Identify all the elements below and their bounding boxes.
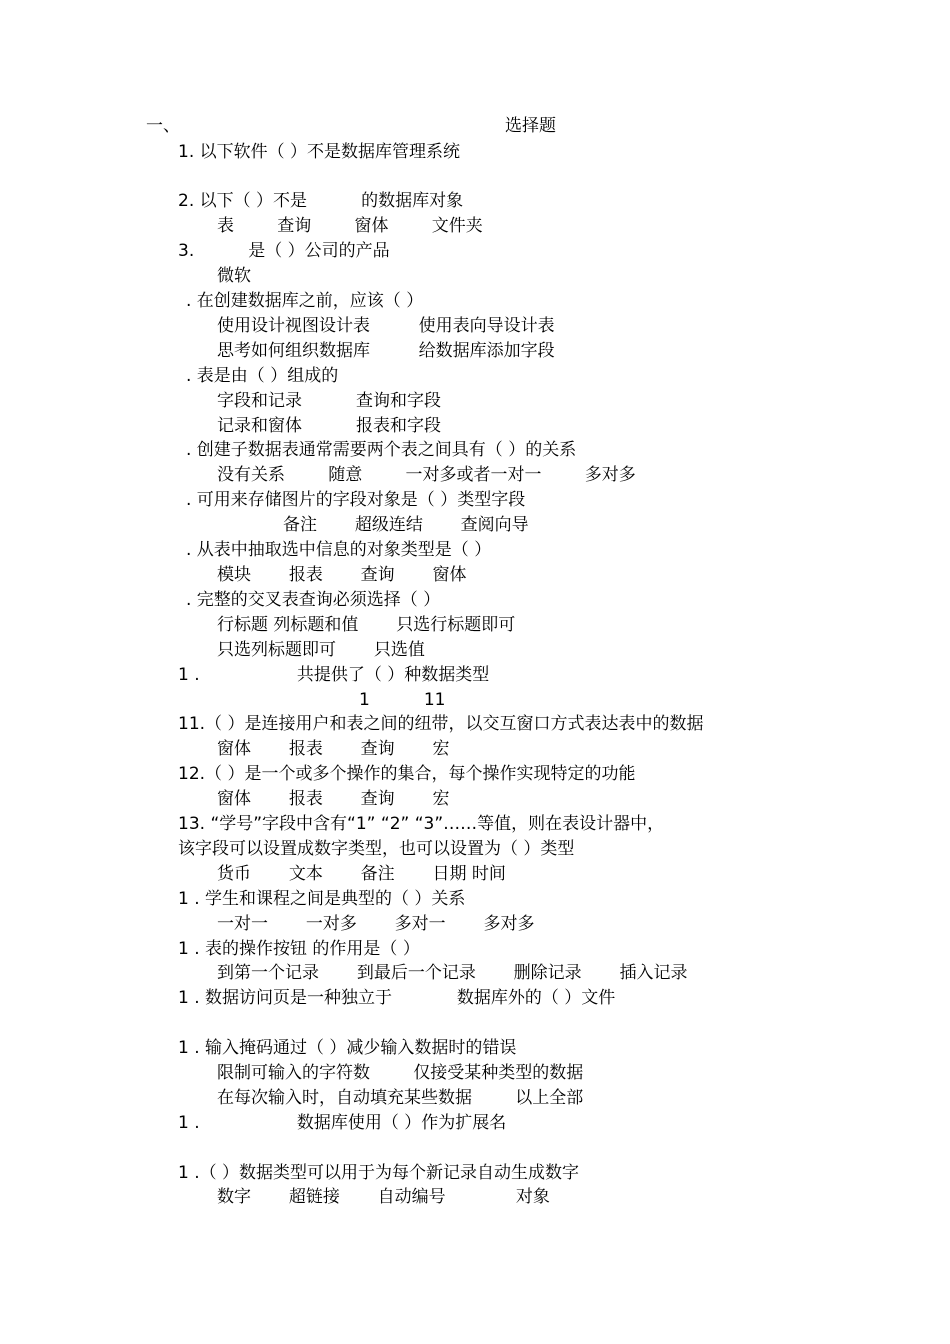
- question-7-options: 备注 超级连结 查阅向导: [283, 515, 529, 535]
- section-number: 一、: [146, 116, 180, 136]
- section-title: 选择题: [505, 116, 556, 136]
- question-17-options-b: 在每次输入时，自动填充某些数据 以上全部: [217, 1088, 584, 1108]
- question-2: 2. 以下（ ）不是 的数据库对象: [178, 191, 464, 211]
- question-14-options: 一对一 一对多 多对一 多对多: [217, 914, 535, 934]
- question-13-options: 货币 文本 备注 日期 时间: [217, 864, 506, 884]
- question-4-options-b: 思考如何组织数据库 给数据库添加字段: [217, 341, 555, 361]
- question-6: . 创建子数据表通常需要两个表之间具有（ ）的关系: [186, 440, 577, 460]
- question-3-options: 微软: [217, 266, 251, 286]
- question-5-options-b: 记录和窗体 报表和字段: [217, 416, 442, 436]
- question-9-options-a: 行标题 列标题和值 只选行标题即可: [217, 615, 516, 635]
- question-1: 1. 以下软件（ ）不是数据库管理系统: [178, 142, 461, 162]
- question-2-options: 表 查询 窗体 文件夹: [217, 216, 483, 236]
- question-13-continued: 该字段可以设置成数字类型，也可以设置为（ ）类型: [178, 839, 575, 859]
- question-8: . 从表中抽取选中信息的对象类型是（ ）: [186, 540, 492, 560]
- question-18: 1 . 数据库使用（ ）作为扩展名: [178, 1113, 507, 1133]
- question-11: 11.（ ）是连接用户和表之间的纽带，以交互窗口方式表达表中的数据: [178, 714, 704, 734]
- question-15: 1 . 表的操作按钮 的作用是（ ）: [178, 939, 420, 959]
- question-11-options: 窗体 报表 查询 宏: [217, 739, 450, 759]
- question-12-options: 窗体 报表 查询 宏: [217, 789, 450, 809]
- question-17-options-a: 限制可输入的字符数 仅接受某种类型的数据: [217, 1063, 584, 1083]
- question-5-options-a: 字段和记录 查询和字段: [217, 391, 442, 411]
- question-7: . 可用来存储图片的字段对象是（ ）类型字段: [186, 490, 526, 510]
- question-8-options: 模块 报表 查询 窗体: [217, 565, 467, 585]
- question-10: 1 . 共提供了（ ）种数据类型: [178, 665, 490, 685]
- question-4: . 在创建数据库之前，应该（ ）: [186, 291, 424, 311]
- question-5: . 表是由（ ）组成的: [186, 366, 339, 386]
- question-3: 3. 是（ ）公司的产品: [178, 241, 390, 261]
- question-17: 1 . 输入掩码通过（ ）减少输入数据时的错误: [178, 1038, 517, 1058]
- question-12: 12.（ ）是一个或多个操作的集合，每个操作实现特定的功能: [178, 764, 636, 784]
- question-9: . 完整的交叉表查询必须选择（ ）: [186, 590, 441, 610]
- question-19-options: 数字 超链接 自动编号 对象: [217, 1187, 550, 1207]
- question-13: 13. “学号”字段中含有“1” “2” “3”……等值，则在表设计器中，: [178, 814, 665, 834]
- question-19: 1 .（ ）数据类型可以用于为每个新记录自动生成数字: [178, 1163, 580, 1183]
- question-6-options: 没有关系 随意 一对多或者一对一 多对多: [217, 465, 636, 485]
- question-16: 1 . 数据访问页是一种独立于 数据库外的（ ）文件: [178, 988, 616, 1008]
- question-14: 1 . 学生和课程之间是典型的（ ）关系: [178, 889, 466, 909]
- question-4-options-a: 使用设计视图设计表 使用表向导设计表: [217, 316, 555, 336]
- question-9-options-b: 只选列标题即可 只选值: [217, 640, 425, 660]
- question-10-options: 1 11: [359, 690, 446, 710]
- question-15-options: 到第一个记录 到最后一个记录 删除记录 插入记录: [217, 963, 688, 983]
